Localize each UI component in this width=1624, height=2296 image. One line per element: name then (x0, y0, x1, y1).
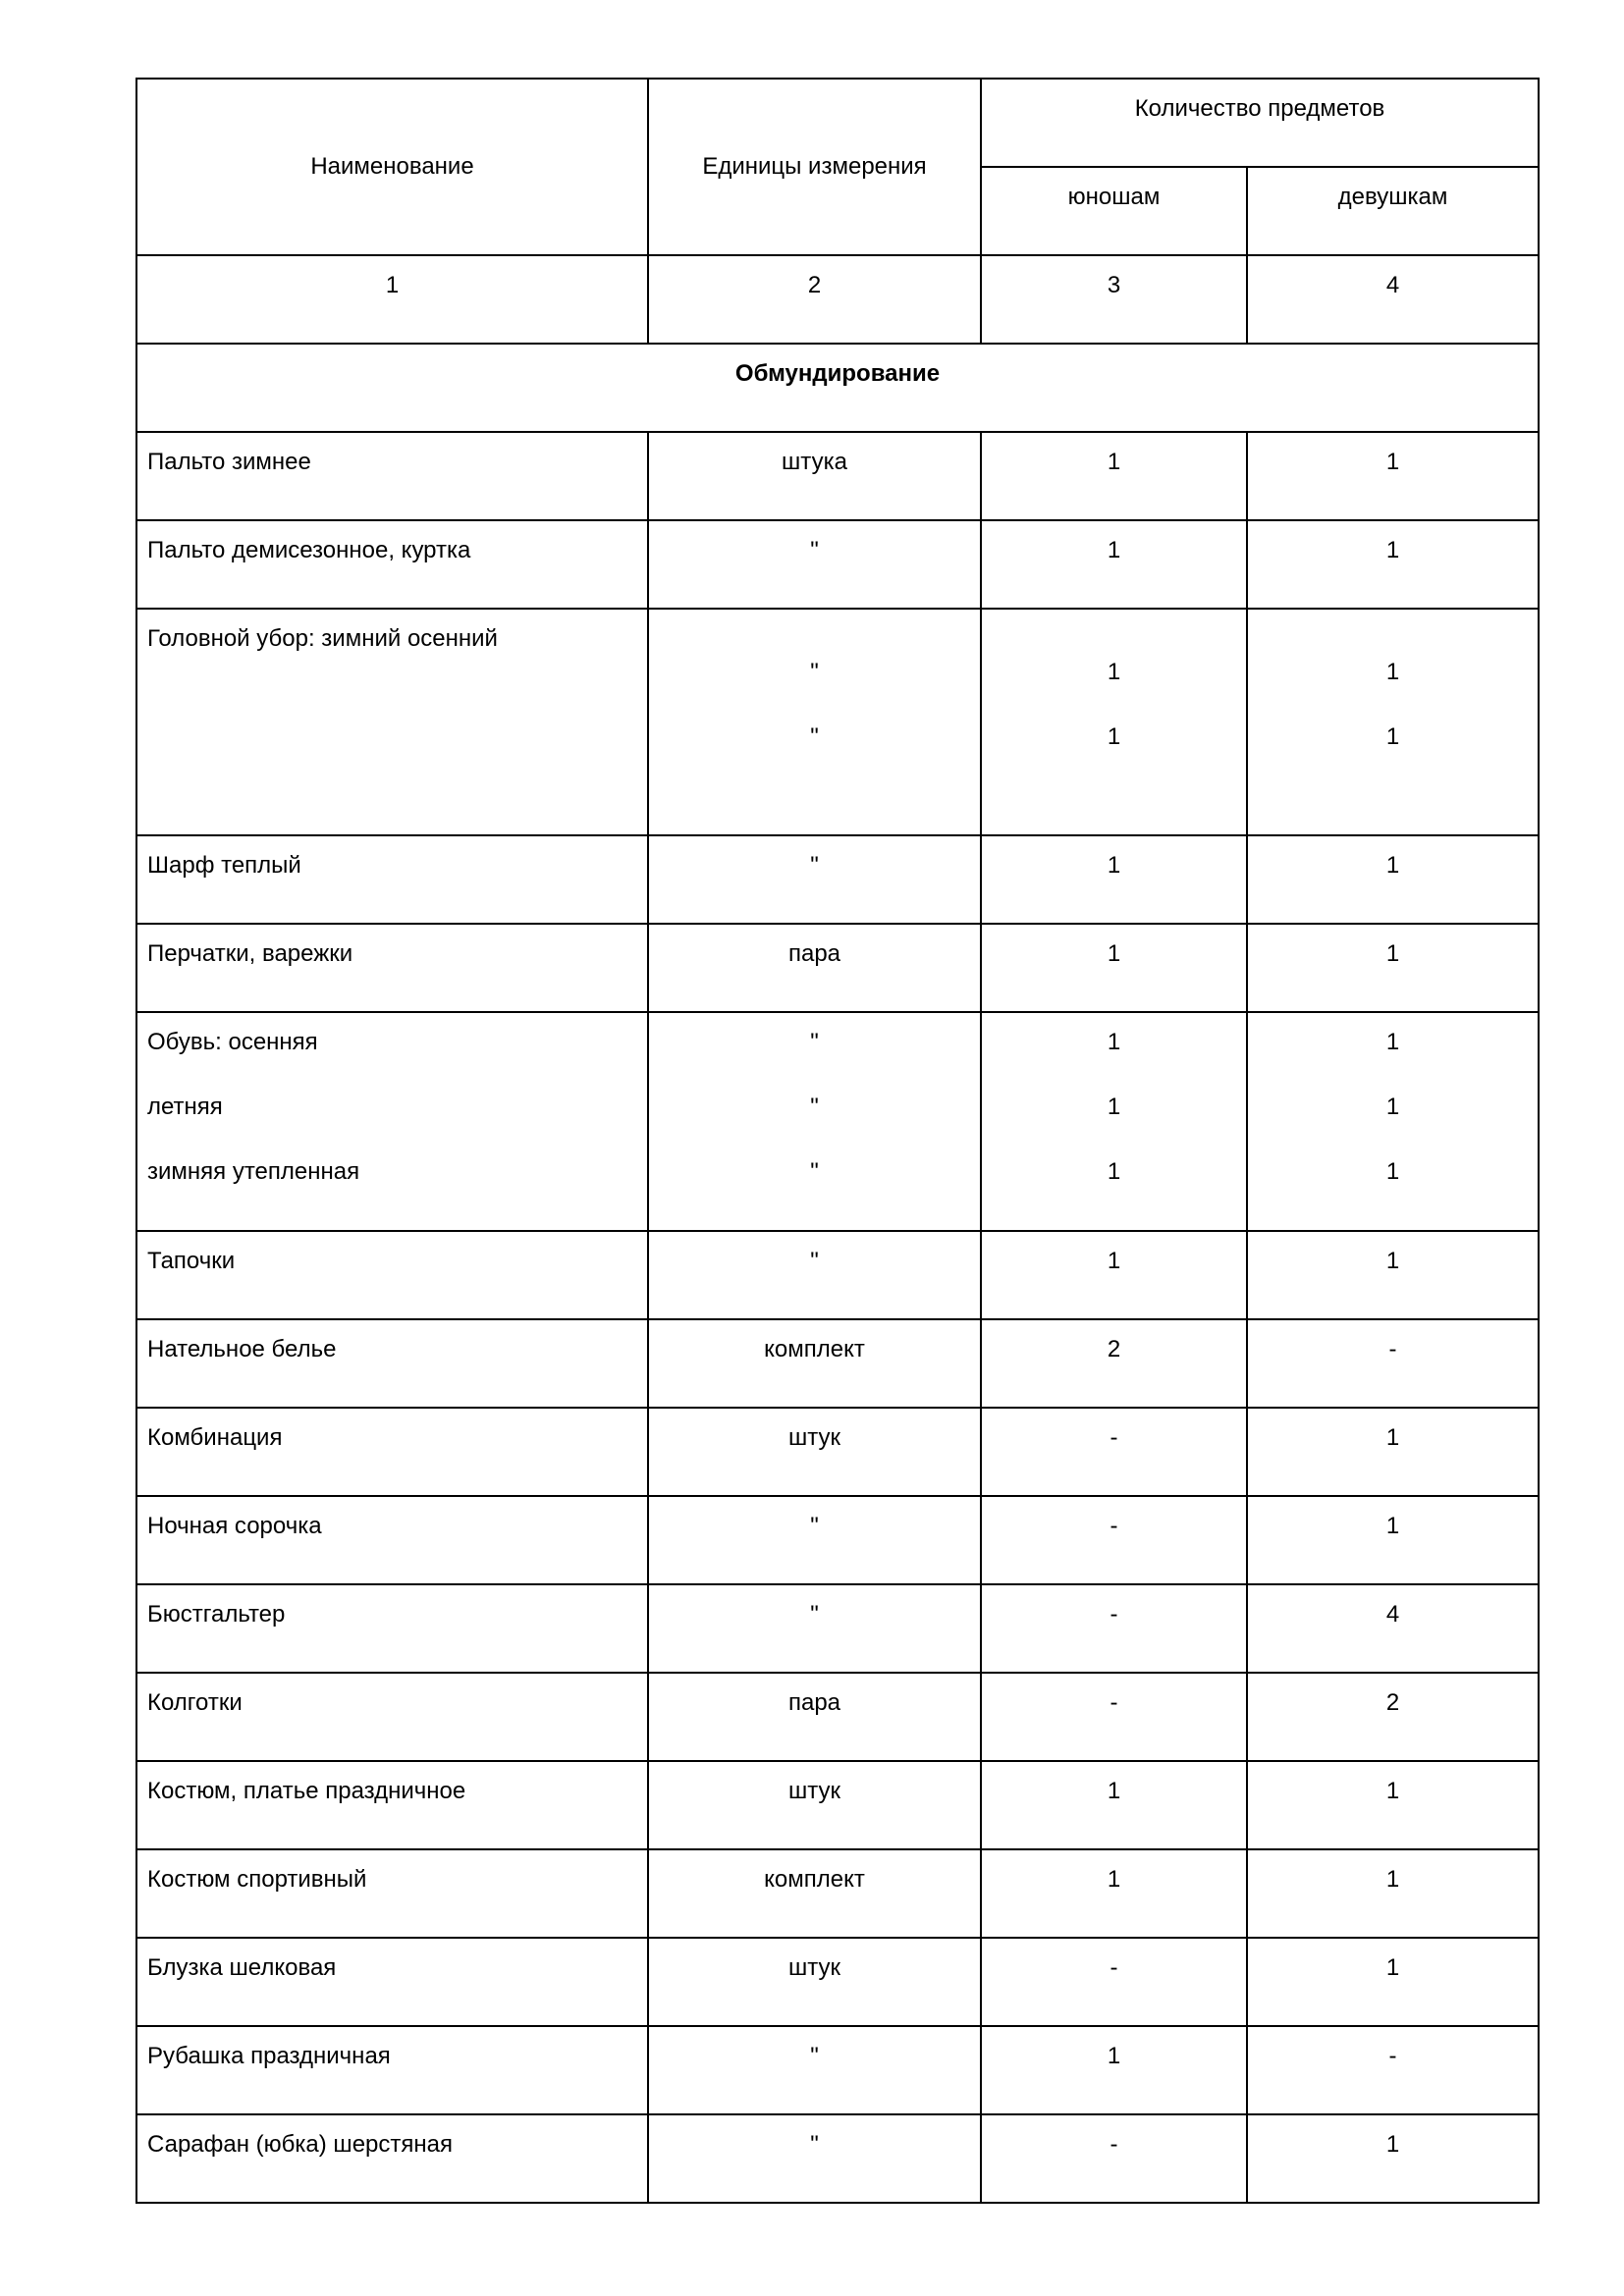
column-number: 2 (648, 255, 981, 344)
item-unit-line: " (810, 1029, 819, 1055)
item-girls-line: 1 (1385, 723, 1400, 750)
table-row (136, 1673, 1539, 1761)
item-unit (648, 1012, 981, 1231)
item-name: Нательное белье (136, 1319, 648, 1408)
item-boys: 1 (981, 432, 1247, 520)
item-boys: - (981, 1584, 1247, 1673)
item-unit: " (648, 1496, 981, 1584)
item-boys: 1 (981, 1761, 1247, 1849)
table-row (136, 1012, 1539, 1231)
item-name-line: Обувь: осенняя (147, 1029, 318, 1055)
table-row (136, 1496, 1539, 1584)
section-title: Обмундирование (136, 344, 1539, 432)
item-boys (981, 609, 1247, 835)
table-row (136, 609, 1539, 835)
item-unit: " (648, 1231, 981, 1319)
item-boys: - (981, 1408, 1247, 1496)
item-unit: комплект (648, 1319, 981, 1408)
item-girls: - (1247, 2026, 1539, 2114)
item-girls-line: 1 (1385, 1094, 1400, 1120)
item-unit: " (648, 520, 981, 609)
table-row (136, 1761, 1539, 1849)
item-unit: пара (648, 924, 981, 1012)
item-name: Пальто демисезонное, куртка (136, 520, 648, 609)
table-row (136, 924, 1539, 1012)
item-unit-line: " (810, 1094, 819, 1120)
item-girls: 1 (1247, 520, 1539, 609)
item-unit: " (648, 835, 981, 924)
item-name: Шарф теплый (136, 835, 648, 924)
item-girls: 1 (1247, 2114, 1539, 2203)
item-girls: 1 (1247, 835, 1539, 924)
item-boys-line: 1 (1107, 1158, 1121, 1185)
table-row (136, 835, 1539, 924)
item-unit: штук (648, 1938, 981, 2026)
item-girls: 1 (1247, 1849, 1539, 1938)
item-name: Головной убор: зимний осенний (136, 609, 648, 835)
item-name: Костюм спортивный (136, 1849, 648, 1938)
table-row (136, 520, 1539, 609)
table-row (136, 1408, 1539, 1496)
item-name (136, 1012, 648, 1231)
item-boys-line: 1 (1107, 1094, 1121, 1120)
item-unit: " (648, 1584, 981, 1673)
item-unit: пара (648, 1673, 981, 1761)
header-unit: Единицы измерения (648, 79, 981, 255)
header-name: Наименование (136, 79, 648, 255)
item-unit: штук (648, 1408, 981, 1496)
item-girls: - (1247, 1319, 1539, 1408)
header-girls: девушкам (1247, 167, 1539, 255)
item-girls-line: 1 (1385, 1029, 1400, 1055)
item-boys-line: 1 (1107, 1029, 1121, 1055)
item-name: Костюм, платье праздничное (136, 1761, 648, 1849)
item-name: Ночная сорочка (136, 1496, 648, 1584)
table-row (136, 1849, 1539, 1938)
item-girls-line: 1 (1385, 659, 1400, 685)
item-boys: 1 (981, 924, 1247, 1012)
item-boys: - (981, 1938, 1247, 2026)
item-unit: комплект (648, 1849, 981, 1938)
item-boys: 1 (981, 1849, 1247, 1938)
table-row (136, 2026, 1539, 2114)
item-unit: " (648, 2114, 981, 2203)
column-number: 1 (136, 255, 648, 344)
item-name: Перчатки, варежки (136, 924, 648, 1012)
item-name: Тапочки (136, 1231, 648, 1319)
item-girls: 1 (1247, 1408, 1539, 1496)
item-name: Колготки (136, 1673, 648, 1761)
item-girls: 1 (1247, 924, 1539, 1012)
item-unit: " (648, 2026, 981, 2114)
header-quantity: Количество предметов (981, 79, 1539, 167)
item-girls: 1 (1247, 432, 1539, 520)
item-boys-line: 1 (1107, 723, 1121, 750)
item-boys: 2 (981, 1319, 1247, 1408)
item-unit: штука (648, 432, 981, 520)
item-girls: 1 (1247, 1496, 1539, 1584)
column-number: 4 (1247, 255, 1539, 344)
item-boys: 1 (981, 2026, 1247, 2114)
item-unit-line: " (810, 723, 819, 750)
item-girls: 1 (1247, 1938, 1539, 2026)
item-unit: штук (648, 1761, 981, 1849)
item-name: Комбинация (136, 1408, 648, 1496)
item-girls: 2 (1247, 1673, 1539, 1761)
column-number: 3 (981, 255, 1247, 344)
table-row (136, 2114, 1539, 2203)
clothing-allowance-table (135, 78, 1540, 2204)
table-row (136, 1319, 1539, 1408)
item-boys: - (981, 1673, 1247, 1761)
item-name: Блузка шелковая (136, 1938, 648, 2026)
table-row (136, 1938, 1539, 2026)
item-girls: 1 (1247, 1761, 1539, 1849)
item-girls (1247, 1012, 1539, 1231)
table-row (136, 432, 1539, 520)
item-girls-line: 1 (1385, 1158, 1400, 1185)
item-name: Сарафан (юбка) шерстяная (136, 2114, 648, 2203)
item-name: Пальто зимнее (136, 432, 648, 520)
item-boys (981, 1012, 1247, 1231)
item-girls: 1 (1247, 1231, 1539, 1319)
item-boys: 1 (981, 520, 1247, 609)
item-boys: 1 (981, 835, 1247, 924)
item-girls (1247, 609, 1539, 835)
header-boys: юношам (981, 167, 1247, 255)
table-row (136, 1231, 1539, 1319)
item-boys: 1 (981, 1231, 1247, 1319)
item-name-line: летняя (147, 1094, 223, 1120)
item-unit-line: " (810, 659, 819, 685)
item-unit-line: " (810, 1158, 819, 1185)
item-boys-line: 1 (1107, 659, 1121, 685)
item-name: Рубашка праздничная (136, 2026, 648, 2114)
item-girls: 4 (1247, 1584, 1539, 1673)
item-boys: - (981, 1496, 1247, 1584)
item-unit (648, 609, 981, 835)
item-name: Бюстгальтер (136, 1584, 648, 1673)
item-name-line: зимняя утепленная (147, 1158, 360, 1185)
table-row (136, 1584, 1539, 1673)
item-boys: - (981, 2114, 1247, 2203)
